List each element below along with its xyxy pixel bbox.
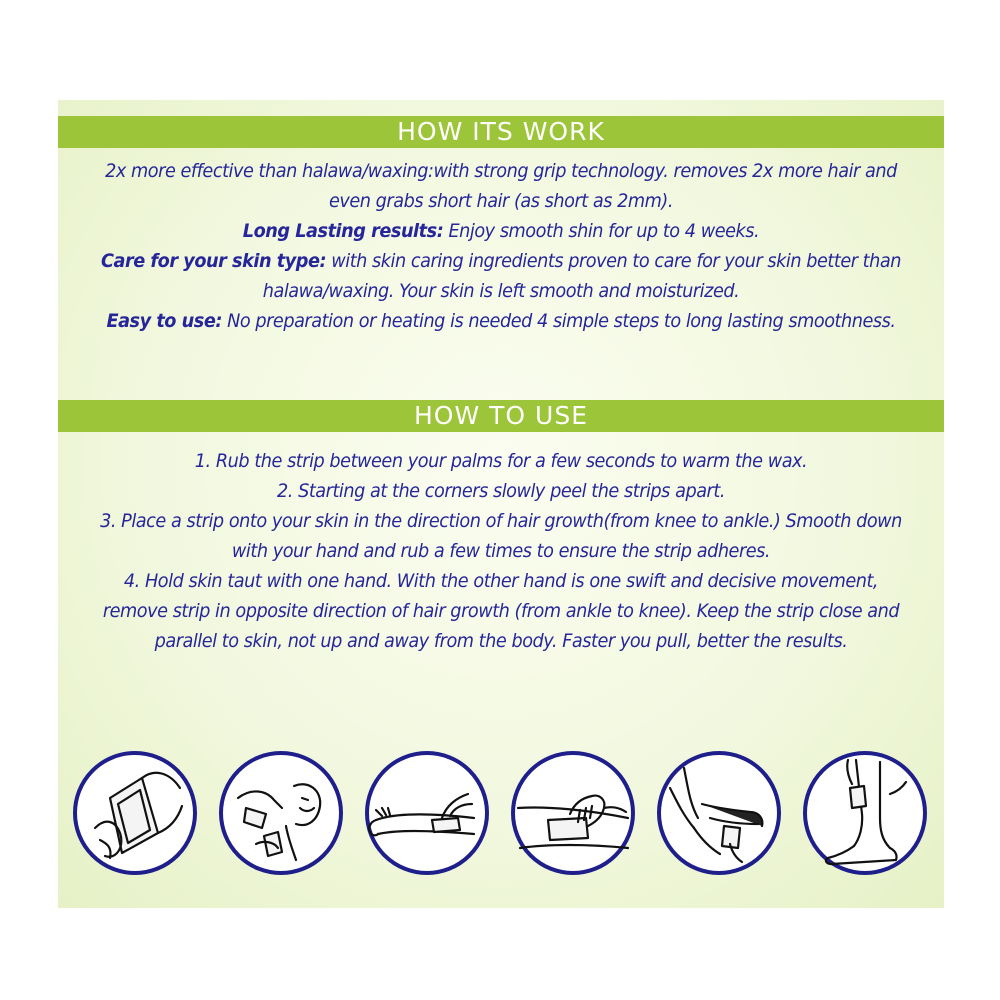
intro-text: 2x more effective than halawa/waxing:with strong grip technology. removes 2x more hair and even grabs short hair (as short as 2mm). bbox=[105, 160, 897, 212]
feature-label: Care for your skin type: bbox=[101, 250, 327, 272]
feature-label: Long Lasting results: bbox=[242, 220, 444, 242]
rub-strip-palms-icon bbox=[70, 748, 200, 878]
pull-strip-underarm-icon bbox=[654, 748, 784, 878]
how-to-use-body bbox=[89, 446, 913, 656]
step-1-text: 1. Rub the strip between your palms for a few seconds to warm the wax. bbox=[194, 450, 808, 472]
feature-long-lasting bbox=[89, 216, 913, 246]
feature-label: Easy to use: bbox=[106, 310, 222, 332]
feature-easy-to-use bbox=[89, 306, 913, 336]
smooth-strip-hand-icon bbox=[508, 748, 638, 878]
step-4-text: 4. Hold skin taut with one hand. With the other hand is one swift and decisive movement, remove strip in opposite direction of hair growth (from ankle to knee). Keep the strip close and parallel to skin, not up and away from the body. Faster you pull, better the results. bbox=[102, 570, 900, 652]
feature-skin-type bbox=[89, 246, 913, 306]
feature-text: with skin caring ingredients proven to care for your skin better than halawa/waxing. Your skin is left smooth and moisturized. bbox=[262, 250, 901, 302]
how-its-work-body bbox=[89, 156, 913, 336]
peel-strip-face-icon bbox=[216, 748, 346, 878]
apply-strip-arm-icon bbox=[362, 748, 492, 878]
instructions-panel bbox=[58, 100, 944, 908]
step-2-text: 2. Starting at the corners slowly peel the strips apart. bbox=[277, 480, 725, 502]
step-3-text: 3. Place a strip onto your skin in the direction of hair growth(from knee to ankle.) Smooth down with your hand and rub a few times to ensure the strip adheres. bbox=[100, 510, 902, 562]
feature-text: No preparation or heating is needed 4 simple steps to long lasting smoothness. bbox=[221, 310, 896, 332]
how-its-work-heading: HOW ITS WORK bbox=[58, 116, 944, 148]
step-illustrations bbox=[64, 748, 938, 878]
pull-strip-leg-icon bbox=[800, 748, 930, 878]
feature-text: Enjoy smooth shin for up to 4 weeks. bbox=[443, 220, 760, 242]
how-to-use-heading: HOW TO USE bbox=[58, 400, 944, 432]
